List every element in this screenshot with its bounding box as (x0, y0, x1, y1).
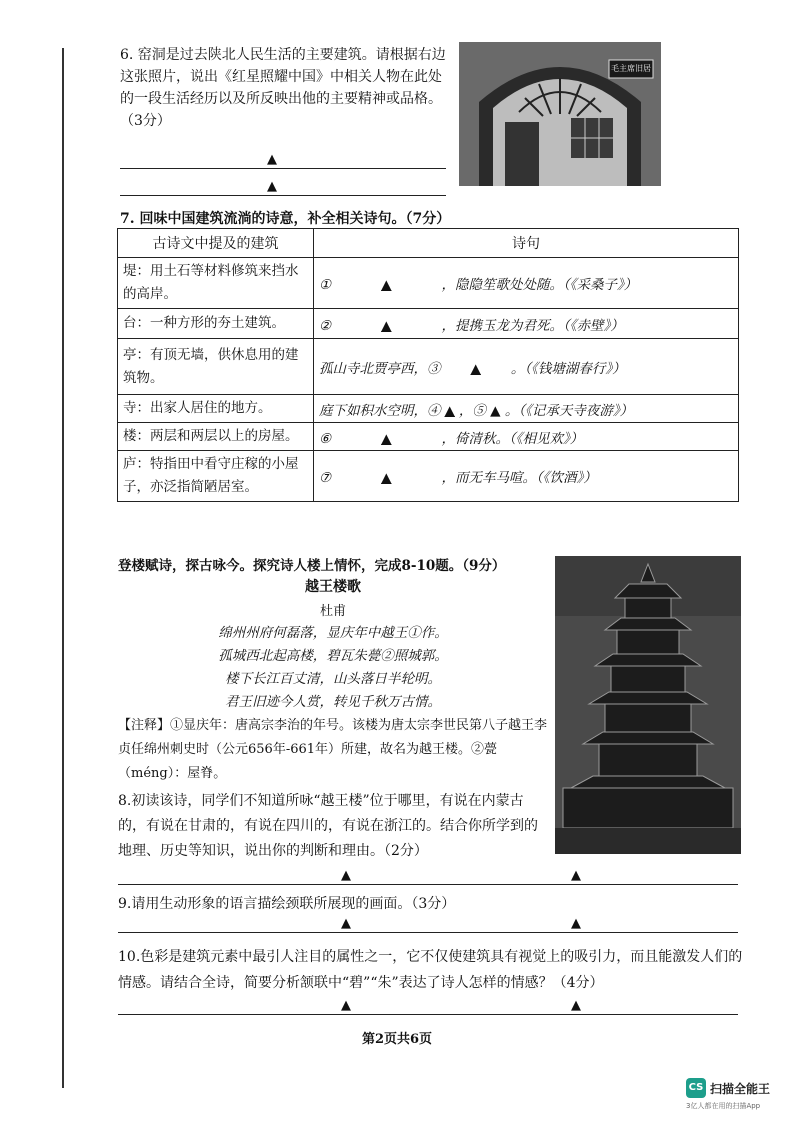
question-9-text: 9.请用生动形象的语言描绘颈联所展现的画面。（3分） (118, 896, 456, 912)
verse-cell[interactable] (314, 395, 739, 423)
cave-dwelling-photo (459, 42, 661, 186)
answer-marker: ▲ (571, 916, 581, 931)
table-row (118, 258, 739, 309)
margin-line (62, 48, 64, 1088)
table-row (118, 395, 739, 423)
verse-post: ，而无车马喧。（《饮酒》） (441, 470, 597, 486)
blank[interactable]: ▲ (381, 470, 392, 486)
answer-line[interactable] (118, 884, 738, 885)
table-row (118, 309, 739, 339)
verse-pre: 庭下如积水空明，④ (319, 402, 441, 419)
verse-cell[interactable] (314, 339, 739, 395)
tower-photo (555, 556, 741, 854)
page-number: 第2页共6页 (361, 1032, 433, 1047)
poem-table (117, 228, 739, 502)
building-cell: 寺：出家人居住的地方。 (118, 395, 314, 423)
table-header-verse: 诗句 (314, 229, 739, 258)
verse-post: ，隐隐笙歌处处随。（《采桑子》） (441, 277, 638, 293)
building-cell: 楼：两层和两层以上的房屋。 (118, 423, 314, 451)
watermark-tagline: 3亿人都在用的扫描App (686, 1102, 761, 1110)
watermark-brand: 扫描全能王 (710, 1081, 771, 1096)
answer-line[interactable] (118, 1014, 738, 1015)
photo-sign: 毛主席旧居 (611, 64, 651, 73)
answer-marker: ▲ (267, 152, 277, 167)
answer-marker: ▲ (341, 868, 351, 883)
building-cell: 庐：特指田中看守庄稼的小屋子，亦泛指简陋居室。 (118, 451, 314, 502)
answer-marker: ▲ (267, 179, 277, 194)
answer-line[interactable] (118, 932, 738, 933)
answer-marker: ▲ (571, 998, 581, 1013)
table-header-building: 古诗文中提及的建筑 (118, 229, 314, 258)
blank[interactable]: ▲ (381, 430, 392, 447)
verse-cell[interactable] (314, 451, 739, 502)
table-row (118, 423, 739, 451)
verse-post: ，倚清秋。（《相见欢》） (441, 430, 584, 447)
poem-author: 杜甫 (319, 604, 346, 619)
question-7-title: 7. 回味中国建筑流淌的诗意，补全相关诗句。（7分） (120, 211, 451, 227)
verse-post: 。（《钱塘湖春行》） (510, 360, 626, 377)
verse-cell[interactable] (314, 309, 739, 339)
verse-pre: 孤山寺北贾亭西，③ (319, 360, 441, 377)
blank[interactable]: ▲ (470, 360, 481, 377)
blank[interactable]: ▲ (381, 277, 392, 293)
poem-title: 越王楼歌 (305, 579, 361, 595)
answer-line[interactable] (120, 195, 446, 196)
answer-line[interactable] (120, 168, 446, 169)
question-6-text: 6. 窑洞是过去陕北人民生活的主要建筑。请根据右边这张照片，说出《红星照耀中国》中相关人物在此处的一段生活经历以及所反映出他的主要精神或品格。（3分） (120, 47, 446, 129)
verse-pre: ⑥ (319, 430, 332, 447)
verse-pre: ⑦ (319, 470, 332, 486)
verse-pre: ② (319, 317, 332, 334)
building-cell: 亭：有顶无墙，供休息用的建筑物。 (118, 339, 314, 395)
table-row (118, 339, 739, 395)
poem-line: 孤城西北起高楼，碧瓦朱甍②照城郭。 (218, 648, 448, 664)
verse-post: ，⑤ ▲ 。（《记承天寺夜游》） (458, 402, 634, 419)
question-10-text: 10.色彩是建筑元素中最引人注目的属性之一，它不仅使建筑具有视觉上的吸引力，而且能激发人们的情感。请结合全诗，简要分析颔联中“碧”“朱”表达了诗人怎样的情感？（4分） (118, 949, 743, 991)
poem-lines (118, 622, 548, 714)
poem-line: 君王旧迹今人赏，转见千秋万古情。 (225, 694, 441, 710)
verse-cell[interactable] (314, 258, 739, 309)
answer-marker: ▲ (341, 916, 351, 931)
question-8-text: 8.初读该诗，同学们不知道所咏“越王楼”位于哪里，有说在内蒙古的，有说在甘肃的，有说在四川的，有说在浙江的。结合你所学到的地理、历史等知识，说出你的判断和理由。（2分） (118, 793, 538, 859)
table-row (118, 451, 739, 502)
answer-marker: ▲ (571, 868, 581, 883)
poem-intro: 登楼赋诗，探古咏今。探究诗人楼上情怀，完成8-10题。（9分） (118, 558, 506, 574)
building-cell: 堤：用土石等材料修筑来挡水的高岸。 (118, 258, 314, 309)
blank[interactable]: ▲ (381, 317, 392, 334)
blank[interactable]: ▲ (444, 402, 455, 419)
verse-pre: ① (319, 277, 332, 293)
poem-line: 绵州州府何磊落，显庆年中越王①作。 (218, 625, 448, 641)
building-cell: 台：一种方形的夯土建筑。 (118, 309, 314, 339)
poem-line: 楼下长江百丈清，山头落日半轮明。 (225, 671, 441, 687)
verse-post: ，提携玉龙为君死。（《赤壁》） (441, 317, 624, 334)
scanner-watermark (686, 1078, 782, 1111)
verse-cell[interactable] (314, 423, 739, 451)
cs-badge-icon: CS (686, 1078, 706, 1098)
poem-notes: 【注释】①显庆年：唐高宗李治的年号。该楼为唐太宗李世民第八子越王李贞任绵州刺史时（公元656年-661年）所建，故名为越王楼。②甍（méng）：屋脊。 (118, 718, 548, 781)
answer-marker: ▲ (341, 998, 351, 1013)
